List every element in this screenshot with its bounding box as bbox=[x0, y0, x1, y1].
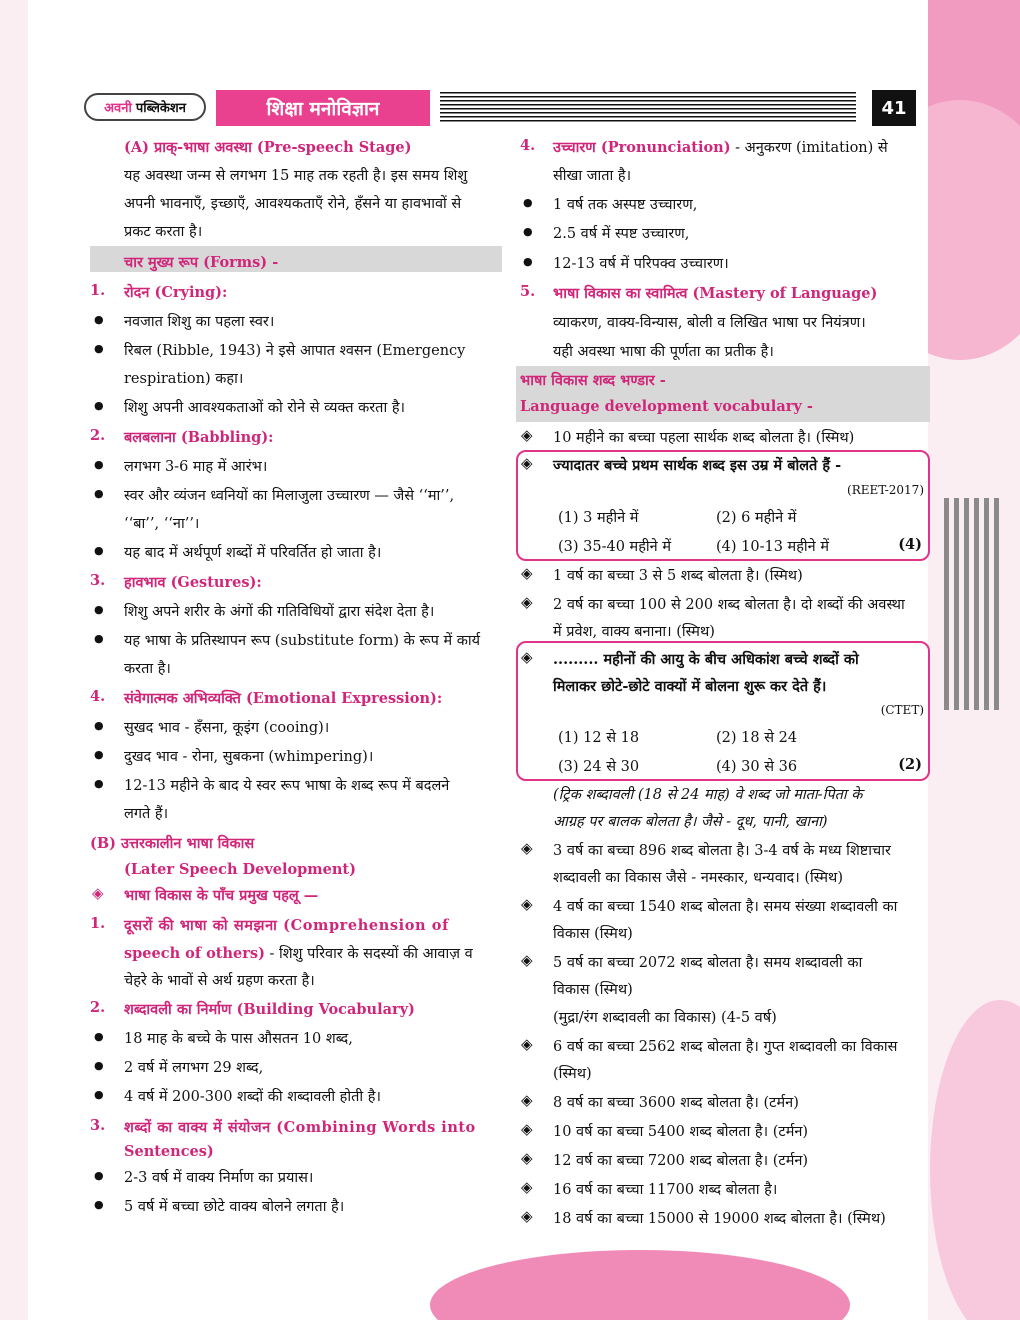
paragraph-line: सीखा जाता है। bbox=[553, 168, 632, 184]
paragraph-line: अपनी भावनाएँ, इच्छाएँ, आवश्यकताएँ रोने, हँसने या हावभावों से bbox=[124, 196, 462, 212]
side-stripes bbox=[944, 498, 1000, 710]
fact-item: ◈ 2 वर्ष का बच्चा 100 से 200 शब्द बोलता है। दो शब्दों की अवस्था bbox=[553, 594, 905, 614]
fact-item: ◈ 10 महीने का बच्चा पहला सार्थक शब्द बोलता है। (स्मिथ) bbox=[553, 427, 854, 447]
bullet-item: ● शिशु अपनी आवश्यकताओं को रोने से व्यक्त करता है। bbox=[124, 397, 405, 417]
question-box bbox=[516, 641, 930, 781]
answer: (2) bbox=[898, 756, 922, 773]
paragraph-line: व्याकरण, वाक्य-विन्यास, बोली व लिखित भाषा पर नियंत्रण। bbox=[553, 315, 866, 331]
fact-continued: (मुद्रा/रंग शब्दावली का विकास) (4-5 वर्ष) bbox=[553, 1010, 777, 1026]
item-number: 4. bbox=[90, 688, 106, 705]
fact-item: ◈ 4 वर्ष का बच्चा 1540 शब्द बोलता है। समय संख्या शब्दावली का bbox=[553, 896, 897, 916]
bullet-item: ● शिशु अपने शरीर के अंगों की गतिविधियों द्वारा संदेश देता है। bbox=[124, 601, 434, 621]
item-title: शब्दावली का निर्माण (Building Vocabulary) bbox=[124, 1001, 415, 1018]
bullet-continued: respiration) कहा। bbox=[124, 371, 244, 387]
option: (4) 30 से 36 bbox=[716, 759, 798, 775]
page-header bbox=[84, 90, 916, 128]
item-number: 3. bbox=[90, 1117, 106, 1134]
fact-item: ◈ 1 वर्ष का बच्चा 3 से 5 शब्द बोलता है। (स्मिथ) bbox=[553, 565, 803, 585]
fact-continued: शब्दावली का विकास जैसे - नमस्कार, धन्यवाद। (स्मिथ) bbox=[553, 870, 843, 886]
fact-item: ◈ 5 वर्ष का बच्चा 2072 शब्द बोलता है। समय शब्दावली का bbox=[553, 952, 862, 972]
question-text: ◈ ......... महीनों की आयु के बीच अधिकांश बच्चे शब्दों को bbox=[553, 649, 859, 669]
bullet-item: ● 18 माह के बच्चे के पास औसतन 10 शब्द, bbox=[124, 1028, 353, 1048]
trick-note: आग्रह पर बालक बोलता है। जैसे - दूध, पानी, खाना) bbox=[553, 814, 828, 830]
bullet-item: ● 4 वर्ष में 200-300 शब्दों की शब्दावली होती है। bbox=[124, 1086, 381, 1106]
item-title: शब्दों का वाक्य में संयोजन (Combining Words into bbox=[124, 1119, 476, 1136]
bullet-item: ● 12-13 वर्ष में परिपक्व उच्चारण। bbox=[553, 253, 729, 273]
paragraph-line: यही अवस्था भाषा की पूर्णता का प्रतीक है। bbox=[553, 344, 774, 360]
option: (2) 18 से 24 bbox=[716, 730, 798, 746]
item-number: 3. bbox=[90, 572, 106, 589]
item-number: 5. bbox=[520, 283, 536, 300]
bullet-item: ● नवजात शिशु का पहला स्वर। bbox=[124, 311, 274, 331]
item-title: संवेगात्मक अभिव्यक्ति (Emotional Expression): bbox=[124, 690, 443, 707]
subsection-heading: चार मुख्य रूप (Forms) - bbox=[124, 254, 279, 271]
question-text: मिलाकर छोटे-छोटे वाक्यों में बोलना शुरू कर देते हैं। bbox=[553, 678, 827, 695]
option: (3) 24 से 30 bbox=[558, 759, 640, 775]
decor-blob bbox=[930, 1000, 1020, 1320]
item-title: हावभाव (Gestures): bbox=[124, 574, 262, 591]
option: (4) 10-13 महीने में bbox=[716, 539, 830, 555]
fact-item: ◈ 8 वर्ष का बच्चा 3600 शब्द बोलता है। (टर्मन) bbox=[553, 1092, 799, 1112]
fact-item: ◈ 10 वर्ष का बच्चा 5400 शब्द बोलता है। (टर्मन) bbox=[553, 1121, 808, 1141]
section-title: (A) प्राक्-भाषा अवस्था (Pre-speech Stage) bbox=[124, 139, 412, 156]
bullet-item: ● दुखद भाव - रोना, सुबकना (whimpering)। bbox=[124, 746, 373, 766]
section-heading-en: Language development vocabulary - bbox=[520, 398, 813, 415]
bullet-item: ● 2 वर्ष में लगभग 29 शब्द, bbox=[124, 1057, 263, 1077]
bullet-item: ● 2.5 वर्ष में स्पष्ट उच्चारण, bbox=[553, 223, 689, 243]
item-title: भाषा विकास का स्वामित्व (Mastery of Language) bbox=[553, 285, 878, 302]
option: (3) 35-40 महीने में bbox=[558, 539, 672, 555]
option: (1) 3 महीने में bbox=[558, 510, 639, 526]
fact-item: ◈ 12 वर्ष का बच्चा 7200 शब्द बोलता है। (टर्मन) bbox=[553, 1150, 808, 1170]
paragraph-line: चेहरे के भावों से अर्थ ग्रहण करता है। bbox=[124, 973, 315, 989]
fact-item: ◈ 6 वर्ष का बच्चा 2562 शब्द बोलता है। गुप्त शब्दावली का विकास bbox=[553, 1036, 897, 1056]
question-source: (REET-2017) bbox=[847, 483, 924, 497]
fact-item: ◈ 18 वर्ष का बच्चा 15000 से 19000 शब्द बोलता है। (स्मिथ) bbox=[553, 1208, 886, 1228]
fact-continued: (स्मिथ) bbox=[553, 1066, 592, 1082]
publisher-logo: अवनी पब्लिकेशन bbox=[84, 93, 206, 121]
trick-note: (ट्रिक शब्दावली (18 से 24 माह) वे शब्द जो माता-पिता के bbox=[553, 787, 863, 803]
book-title: शिक्षा मनोविज्ञान bbox=[216, 90, 430, 126]
fact-continued: विकास (स्मिथ) bbox=[553, 982, 633, 998]
item-number: 1. bbox=[90, 282, 106, 299]
item-title-cont: Sentences) bbox=[124, 1143, 214, 1160]
item-title: रोदन (Crying): bbox=[124, 284, 228, 301]
item-title: बलबलाना (Babbling): bbox=[124, 429, 274, 446]
header-rule-lines bbox=[440, 92, 856, 124]
fact-continued: विकास (स्मिथ) bbox=[553, 926, 633, 942]
bullet-item: ● यह बाद में अर्थपूर्ण शब्दों में परिवर्तित हो जाता है। bbox=[124, 542, 381, 562]
section-subtitle: (Later Speech Development) bbox=[124, 861, 356, 878]
item-number: 4. bbox=[520, 137, 536, 154]
option: (2) 6 महीने में bbox=[716, 510, 797, 526]
page-number: 41 bbox=[872, 90, 916, 126]
bullet-item: ● 12-13 महीने के बाद ये स्वर रूप भाषा के शब्द रूप में बदलने bbox=[124, 775, 449, 795]
paragraph-line: speech of others) - शिशु परिवार के सदस्यों की आवाज़ व bbox=[124, 945, 473, 962]
item-title: उच्चारण (Pronunciation) - अनुकरण (imitation) से bbox=[553, 139, 888, 156]
fact-continued: में प्रवेश, वाक्य बनाना। (स्मिथ) bbox=[553, 624, 715, 640]
bullet-continued: ‘‘बा’’, ‘‘ना’’। bbox=[124, 516, 200, 532]
bullet-continued: लगते हैं। bbox=[124, 806, 169, 822]
bullet-item: ● यह भाषा के प्रतिस्थापन रूप (substitute form) के रूप में कार्य bbox=[124, 630, 480, 650]
diamond-heading: ◈ भाषा विकास के पाँच प्रमुख पहलू — bbox=[124, 885, 318, 905]
section-heading: भाषा विकास शब्द भण्डार - bbox=[520, 372, 666, 389]
paragraph-line: यह अवस्था जन्म से लगभग 15 माह तक रहती है। इस समय शिशु bbox=[124, 168, 468, 184]
bullet-item: ● स्वर और व्यंजन ध्वनियों का मिलाजुला उच्चारण — जैसे ‘‘मा’’, bbox=[124, 485, 454, 505]
question-box bbox=[516, 450, 930, 561]
option: (1) 12 से 18 bbox=[558, 730, 640, 746]
item-title: दूसरों की भाषा को समझना (Comprehension of bbox=[124, 917, 449, 934]
fact-item: ◈ 16 वर्ष का बच्चा 11700 शब्द बोलता है। bbox=[553, 1179, 777, 1199]
section-title: (B) उत्तरकालीन भाषा विकास bbox=[90, 835, 255, 852]
question-source: (CTET) bbox=[880, 703, 924, 717]
item-number: 2. bbox=[90, 427, 106, 444]
item-number: 1. bbox=[90, 915, 106, 932]
fact-item: ◈ 3 वर्ष का बच्चा 896 शब्द बोलता है। 3-4 वर्ष के मध्य शिष्टाचार bbox=[553, 840, 891, 860]
bullet-item: ● सुखद भाव - हँसना, कूइंग (cooing)। bbox=[124, 717, 329, 737]
question-text: ◈ ज्यादातर बच्चे प्रथम सार्थक शब्द इस उम्र में बोलते हैं - bbox=[553, 455, 841, 475]
bullet-item: ● 5 वर्ष में बच्चा छोटे वाक्य बोलने लगता है। bbox=[124, 1196, 344, 1216]
bullet-item: ● लगभग 3-6 माह में आरंभ। bbox=[124, 456, 267, 476]
bullet-item: ● 1 वर्ष तक अस्पष्ट उच्चारण, bbox=[553, 194, 697, 214]
paragraph-line: प्रकट करता है। bbox=[124, 224, 203, 240]
answer: (4) bbox=[898, 536, 922, 553]
bullet-item: ● 2-3 वर्ष में वाक्य निर्माण का प्रयास। bbox=[124, 1167, 313, 1187]
item-number: 2. bbox=[90, 999, 106, 1016]
bullet-item: ● रिबल (Ribble, 1943) ने इसे आपात श्वसन (Emergency bbox=[124, 340, 465, 360]
bullet-continued: करता है। bbox=[124, 661, 171, 677]
